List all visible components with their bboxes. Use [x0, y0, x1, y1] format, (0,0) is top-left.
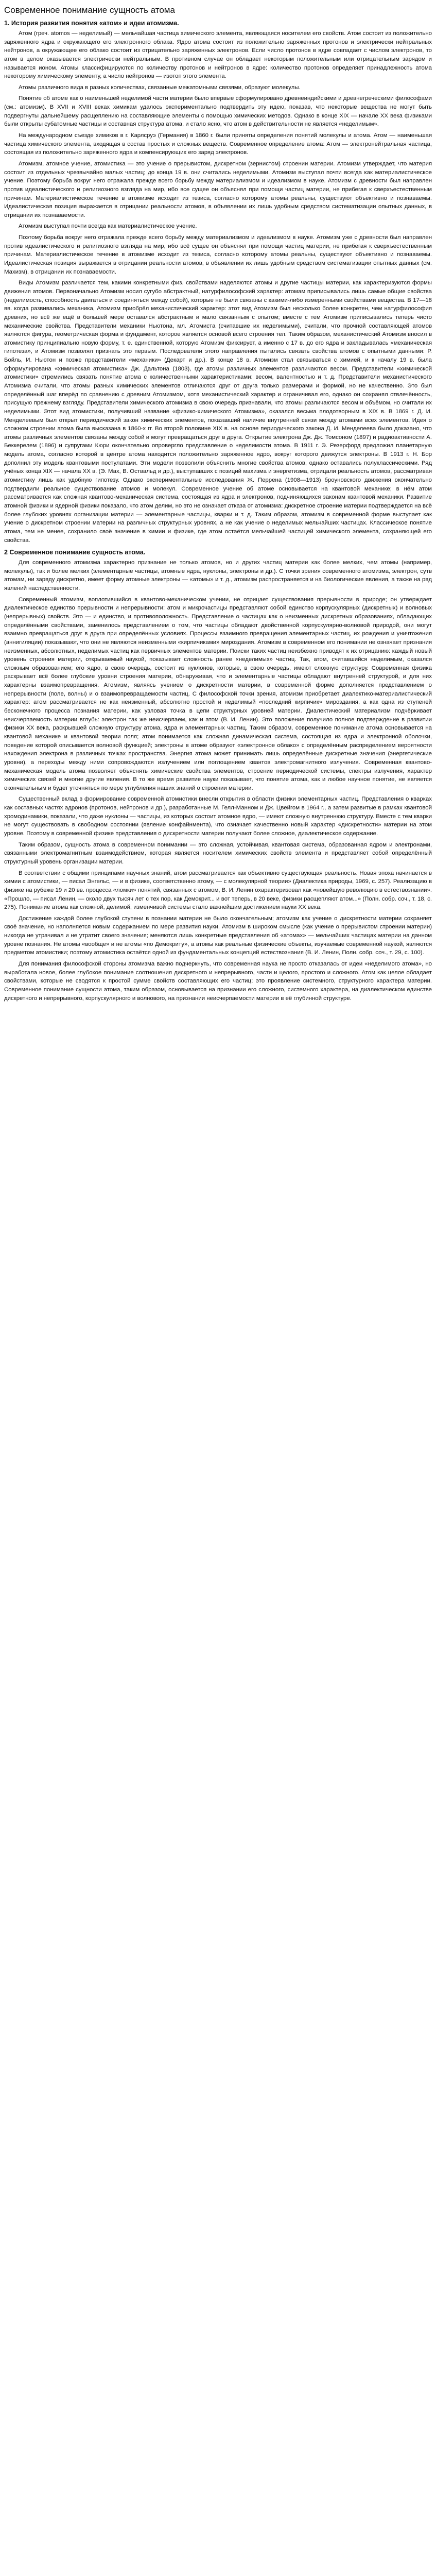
- section-heading: 2 Современное понимание сущность атома.: [4, 549, 146, 556]
- paragraph: Для понимания философской стороны атомизма важно подчеркнуть, что современная наука не просто отказалась от идеи «неделимого атома», но выработала новое, более глубокое понимание соотношения дискретного и непрерывного, части и целого, простого и сложного. Атом как целое обладает свойствами, которые не сводятся к простой сумме свойств составляющих его частиц; это проявление системного, структурного характера материи. Современное понимание сущности атома, таким образом, основывается на признании его сложного, системного характера, на диалектическом единстве дискретного и непрерывного, корпускулярного и волнового, на признании неисчерпаемости материи в её глубинной структуре.: [4, 960, 432, 1002]
- section-modern-understanding: [4, 549, 432, 1003]
- document-page: [0, 0, 436, 1026]
- paragraph: Современный атомизм, воплотившийся в квантово-механическом учении, не отрицает существования прерывности в природе; он утверждает диалектическое единство прерывности и непрерывности: атом и микрочастицы представляют собой единство корпускулярных (дискретных) и волновых (непрерывных) свойств. Это — и единство, и противоположность. Представление о частицах как о неизменных дискретных образованиях, обладающих определёнными свойствами, заменилось представлением о том, что частицы обладают двойственной корпускулярно-волновой природой, они могут взаимно превращаться друг в друга при определённых условиях. Процессы взаимного превращения элементарных частиц, их рождения и уничтожения (аннигиляции) показывают, что они не являются неизменными «кирпичиками» мироздания. Атомизм в современном его понимании не означает признания неизменных, абсолютных, неделимых частиц как первичных элементов материи. Поиски таких частиц неизбежно приводят к их отрицанию: каждый новый уровень строения материи, открываемый наукой, показывает сложность ранее «неделимых» частиц. Так, атом, считавшийся неделимым, оказался сложным образованием; его ядро, в свою очередь, состоит из нуклонов, которые, в свою очередь, имеют сложную структуру. Современная физика раскрывает всё более глубокие уровни строения материи, обнаруживая, что и элементарные частицы обладают внутренней структурой, и для них характерны взаимопревращения. Атомизм, являясь учением о дискретности материи, в современной форме дополняется представлением о непрерывности (поле, волны) и о взаимопревращаемости частиц. С философской точки зрения, атомизм приобретает диалектико-материалистический характер: атом рассматривается не как неизменный, абсолютно простой и неделимый «последний кирпичик» мироздания, а как одна из ступеней бесконечного процесса познания материи, как узловая точка в цепи структурных уровней материи. Диалектический материализм подчёркивает неисчерпаемость материи вглубь: электрон так же неисчерпаем, как и атом (В. И. Ленин). Это положение получило полное подтверждение в развитии физики XX века, раскрывшей сложную структуру атома, ядра и элементарных частиц. Таким образом, современное понимание атома основывается на квантовой механике и квантовой теории поля; атом понимается как сложная динамическая система, состоящая из ядра и электронной оболочки, поведение которой описывается волновой функцией; электроны в атоме образуют «электронное облако» с определённым распределением вероятности нахождения электрона в различных точках пространства. Энергия атома может принимать лишь определённые дискретные значения (энергетические уровни), а переходы между ними сопровождаются излучением или поглощением квантов электромагнитного излучения. Современная квантово-механическая модель атома позволяет объяснять химические свойства элементов, строение периодической системы, спектры излучения, характер химических связей и многие другие явления. В то же время развитие науки показывает, что понятие атома, как и любое научное понятие, не является окончательным и будет уточняться по мере углубления наших знаний о строении материи.: [4, 596, 432, 791]
- section-history: [4, 20, 432, 545]
- paragraph: Поэтому борьба вокруг него отражала прежде всего борьбу между материализмом и идеализмом в науке. Атомизм уже с древности был направлен против идеалистического и религиозного взгляда на мир, ибо всё сущее он объяснял при помощи частиц материи, не прибегая к сверхъестественным причинам. Материалистическое течение в атомизме исходит из тезиса, согласно которому атомы реальны, существуют объективно и познаваемы. Идеалистическая позиция выражается в отрицании реальности атомов, в объявлении их лишь удобным средством систематизации опытных данных (см. Махизм), в отрицании их познаваемости.: [4, 234, 432, 275]
- paragraph: Существенный вклад в формирование современной атомистики внесли открытия в области физики элементарных частиц. Представления о кварках как составных частях адронов (протонов, нейтронов и др.), разработанные М. Гелл-Манном и Дж. Цвейгом в 1964 г., а затем развитые в рамках квантовой хромодинамики, показали, что даже нуклоны — частицы, из которых состоит атомное ядро, — имеют сложную внутреннюю структуру. Вместе с тем кварки не могут существовать в свободном состоянии (явление конфайнмента), что означает качественно новый характер «дискретности» материи на этом уровне. Поэтому в современной физике представления о дискретности материи получают более сложное, диалектическое содержание.: [4, 796, 432, 837]
- section-body: [4, 558, 432, 1003]
- section-body: [4, 29, 432, 545]
- page-title: Современное понимание сущность атома: [4, 5, 175, 15]
- paragraph: Атомизм выступал почти всегда как материалистическое учение.: [19, 223, 197, 230]
- paragraph: Таким образом, сущность атома в современном понимании — это сложная, устойчивая, квантовая система, образованная ядром и электронами, связанными электромагнитным взаимодействием, которая является носителем химических свойств элемента и представляет собой определённый структурный уровень организации материи.: [4, 841, 432, 865]
- paragraph: Достижение каждой более глубокой ступени в познании материи не было окончательным; атомизм как учение о дискретности материи сохраняет своё значение, но наполняется новым содержанием по мере развития науки. Атомизм в широком смысле (как учение о прерывистом строении материи) никогда не утрачивал и не утратит своего значения; меняются лишь конкретные представления об «атомах» — мельчайших частицах материи на данном уровне познания. Не атомы «вообще» и не атомы «по Демокриту», а атомы как реальные физические объекты, изучаемые современной наукой, являются предметом атомистики; поэтому атомистика остаётся одной из фундаментальных концепций естествознания (В. И. Ленин, Полн. собр. соч., т. 29, с. 100).: [4, 915, 432, 956]
- section-heading: 1. История развития понятия «атом» и идеи атомизма.: [4, 20, 179, 27]
- paragraph: В соответствии с общими принципами научных знаний, атом рассматривается как объективно существующая реальность. Новая эпоха начинается в химии с атомистики, — писал Энгельс, — и в физике, соответственно атому, — с молекулярной теории» (Диалектика природы, 1969, с. 257). Реализацию в физике на рубеже 19 и 20 вв. процесса «ломки» понятий, связанных с атомом, В. И. Ленин охарактеризовал как «новейшую революцию в естествознании». «Прошло, — писал Ленин, — около двух тысяч лет с тех пор, как Демокрит... и вот теперь, в 20 веке, физики расщепляют атом...» (Полн. собр. соч., т. 18, с. 275). Понимание атома как сложной, делимой, изменчивой системы стало важнейшим достижением науки XX века.: [4, 870, 432, 911]
- paragraph: Атом (греч. atomos — неделимый) — мельчайшая частица химического элемента, являющаяся носителем его свойств. Атом состоит из положительно заряженного ядра и окружающего его электронного облака. Ядро атома состоит из положительно заряженных протонов и электрически нейтральных нейтронов, а окружающее его облако состоит из отрицательно заряженных электронов. Если число протонов в ядре совпадает с числом электронов, то атом в целом оказывается электрически нейтральным. В противном случае он обладает некоторым положительным или отрицательным зарядом и называется ионом. Атомы классифицируются по количеству протонов и нейтронов в ядре: количество протонов определяет принадлежность атома некоторому химическому элементу, а число нейтронов — изотоп этого элемента.: [4, 30, 432, 80]
- paragraph: Атомизм, атомное учение, атомистика — это учение о прерывистом, дискретном (зернистом) строении материи. Атомизм утверждает, что материя состоит из отдельных чрезвычайно малых частиц; до конца 19 в. они считались неделимыми. Атомизм выступал почти всегда как материалистическое учение. Поэтому борьба вокруг него отражала прежде всего борьбу между материализмом и идеализмом в науке. Атомизм с древности был направлен против идеалистического и религиозного взгляда на мир, ибо все сущее он объяснял при помощи частиц материи, не прибегая к сверхъестественным причинам. Материалистическое течение в атомизме исходит из тезиса, согласно которому атомы реальны, существуют объективно и познаваемы. Идеалистическая позиция выражается в отрицании реальности атомов, в объявлении их лишь удобным средством систематизации опытных данных, в отрицании их познаваемости.: [4, 160, 432, 218]
- paragraph: Понятие об атоме как о наименьшей неделимой части материи было впервые сформулировано древнеиндийскими и древнегреческими философами (см.: атомизм). В XVII и XVIII веках химикам удалось экспериментально подтвердить эту идею, показав, что некоторые вещества не могут быть подвергнуты дальнейшему расщеплению на составляющие элементы с помощью химических методов. Однако в конце XIX — начале XX века физиками были открыты субатомные частицы и составная структура атома, и стало ясно, что атом в действительности не является «неделимым».: [4, 95, 432, 128]
- paragraph: Атомы различного вида в разных количествах, связанные межатомными связями, образуют молекулы.: [19, 84, 301, 91]
- paragraph: На международном съезде химиков в г. Карлсруэ (Германия) в 1860 г. были приняты определения понятий молекулы и атома. Атом — наименьшая частица химического элемента, входящая в состав простых и сложных веществ. Современное определение атома: Атом — электронейтральная частица, состоящая из положительно заряженного ядра и компенсирующих его заряд электронов.: [4, 132, 432, 156]
- paragraph: Для современного атомизма характерно признание не только атомов, но и других частиц материи как более мелких, чем атомы (например, молекулы), так и более мелких (элементарные частицы, атомные ядра, нуклоны, электроны и др.). С точки зрения современного атомизма, электрон, сутв атомам, ни заряду дискретно, имеет форму атомные электроны — «атомы» и т. д., атомизм распространяется и на биологические явления, а также на ряд явлений наследственности.: [4, 560, 432, 592]
- paragraph: Виды Атомизм различается тем, какими конкретными физ. свойствами наделяются атомы и другие частицы материи, как характеризуются формы движения атомов. Первоначально Атомизм носил сугубо абстрактный, натурфилософский характер: атомам приписывались лишь самые общие свойства (неделимость, способность двигаться и соединяться между собой), которые не были связаны с какими-либо измеренными свойствами вещества. В 17—18 вв. когда развивались механика, Атомизм приобрёл механистический характер: этот вид Атомизм был несколько более конкретен, чем натурфилософия древних, но всё же ещё в большей мере оставался абстрактным и мало связанным с опытом; вместе с тем Атомизм приписывались теперь чисто механические свойства. Представители механики Ньютона, мл. Атомиста (считавшие их неделимыми), считали, что прочной составляющей атомов являются фигура, геометрическая форма и фундамент, которое является основой всего строения тел. Таким образом, механистический Атомизм вносил в атомистику принципиально новую форму, т. е. единственной, которую Атомизм фиксирует, а именно с 17 в. до его ядра и закладывалась «механическая гипотеза», и Атомизм позволял признать это первым. Последователи этого направления пытались связать свойства атомов с опытными данными: Р. Бойль, И. Ньютон и позже представители «механики» (Декарт и др.). В конце 18 в. Атомизм стал связываться с химией, и к началу 19 в. была сформулирована «химическая атомистика» Дж. Дальтона (1803), где атомы различных элементов различаются весом. Представители «химической атомистики» стремились связать понятие атома с количественными характеристиками: весом, валентностью и т. д. Представители механистического Атомизма считали, что атомы разных химических элементов отличаются друг от друга только размерами и формой, но не качественно. Это был определённый шаг вперёд по сравнению с древним Атомизмом, хотя механистический характер и ограничивал его, однако он сохранял отвлечённость, присущую прежнему взгляду. Представители химического атомизма в свою очередь признавали, что атомы различаются весом и объёмом, но считали их неделимыми. Этот вид атомистики, получивший название «физико-химического Атомизма», оказался весьма плодотворным в XIX в. В 1869 г. Д. И. Менделеевым был открыт периодический закон химических элементов, показавший наличие внутренней связи между атомами всех элементов. Идея о сложном строении атома была высказана в 1860-х гг. Во второй половине XIX в. на основе периодического закона Д. И. Менделеева было доказано, что атомы различных элементов связаны между собой и могут превращаться друг в друга. Открытие электрона Дж. Дж. Томсоном (1897) и радиоактивности А. Беккерелем (1896) и супругами Кюри окончательно опровергло представление о неделимости атома. В 1911 г. Э. Резерфорд предложил планетарную модель атома, согласно которой в центре атома находится положительно заряженное ядро, вокруг которого движутся электроны. В 1913 г. Н. Бор дополнил эту модель квантовыми постулатами. Эти модели позволили объяснить многие свойства атомов, однако оставались полуклассическими. Ряд учёных конца XIX — начала XX в. (Э. Мах, В. Оствальд и др.), выступавших с позиций махизма и энергетизма, отрицали реальность атомов, рассматривая атомистику лишь как удобную гипотезу. Однако экспериментальные исследования Ж. Перрена (1908—1913) броуновского движения окончательно подтвердили реальное существование атомов и молекул. Современное учение об атоме основывается на квантовой механике; в нём атом рассматривается как сложная квантово-механическая система, состоящая из ядра и электронов, подчиняющихся законам квантовой механики. Развитие атомной физики и ядерной физики показало, что атом делим, но это не означает отказа от атомизма: дискретное строение материи подтверждается на всё более глубоких уровнях организации материи — элементарные частицы, кварки и т. д. Таким образом, атомизм в современной форме выступает как учение о дискретном строении материи на различных структурных уровнях, а не как учение о неделимых мельчайших частицах. Классическое понятие атома, тем не менее, сохранило своё значение в химии и физике, где атом остаётся мельчайшей частицей химического элемента, сохраняющей его свойства.: [4, 280, 432, 544]
